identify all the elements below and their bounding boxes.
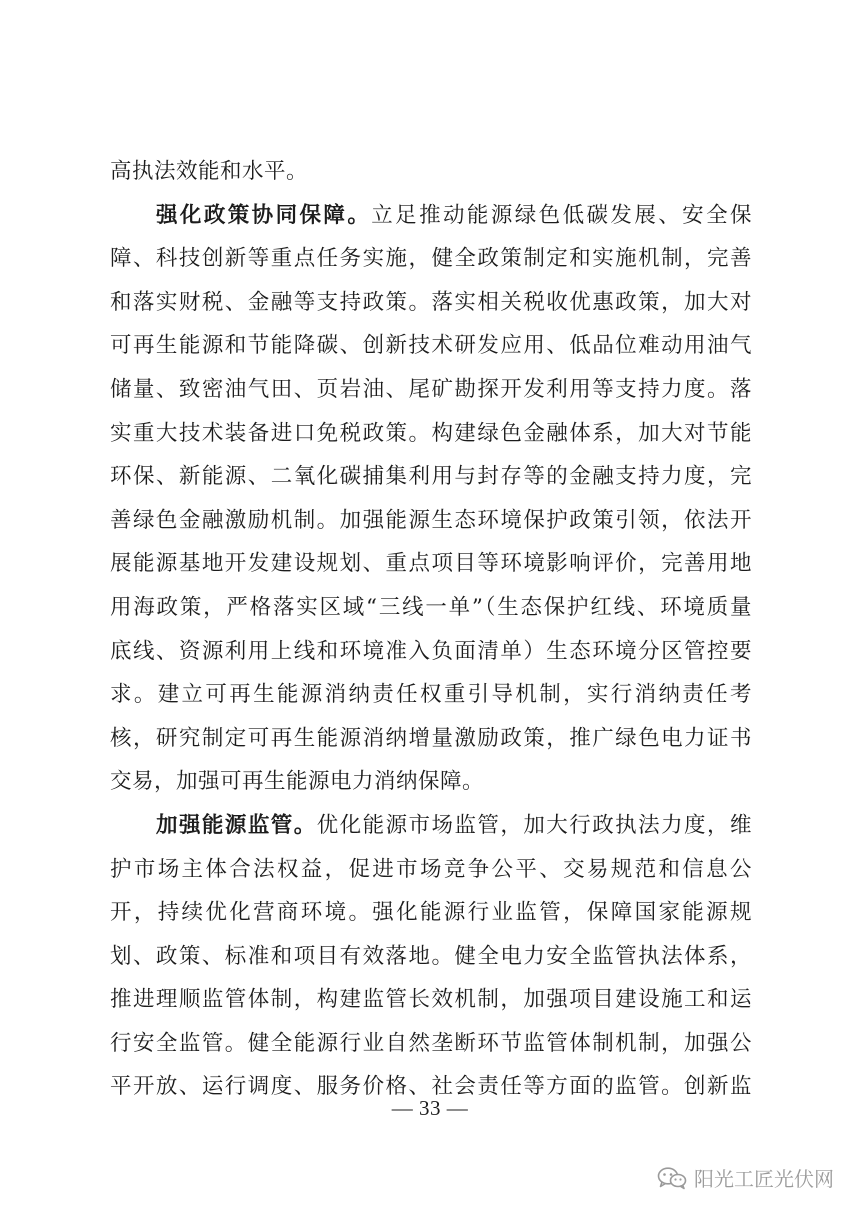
- watermark-text: 阳光工匠光伏网: [694, 1167, 834, 1191]
- text-span: 优化能源市场监管，加大行政执法力度，维: [316, 812, 752, 838]
- text-line: 和落实财税、金融等支持政策。落实相关税收优惠政策，加大对: [110, 289, 752, 315]
- paragraph-regulation-first-line: [110, 804, 752, 848]
- text-line: 高执法效能和水平。: [110, 159, 309, 184]
- text-line: 用海政策，严格落实区域“三线一单”（生态保护红线、环境质量: [110, 594, 752, 620]
- text-line: 储量、致密油气田、页岩油、尾矿勘探开发利用等支持力度。落: [110, 376, 752, 402]
- text-line: 交易，加强可再生能源电力消纳保障。: [110, 769, 485, 795]
- section-heading-policy: 强化政策协同保障。: [156, 202, 372, 228]
- section-heading-regulation: 加强能源监管。: [156, 812, 317, 838]
- text-line: 求。建立可再生能源消纳责任权重引导机制，实行消纳责任考: [110, 682, 752, 708]
- text-line: 善绿色金融激励机制。加强能源生态环境保护政策引领，依法开: [110, 507, 752, 533]
- watermark: [657, 1163, 834, 1192]
- text-line: 行安全监管。健全能源行业自然垄断环节监管体制机制，加强公: [110, 1030, 752, 1056]
- text-line: 核，研究制定可再生能源消纳增量激励政策，推广绿色电力证书: [110, 725, 752, 751]
- text-line: 底线、资源利用上线和环境准入负面清单）生态环境分区管控要: [110, 638, 752, 664]
- text-span: 立足推动能源绿色低碳发展、安全保: [371, 202, 752, 228]
- text-line: 可再生能源和节能降碳、创新技术研发应用、低品位难动用油气: [110, 333, 752, 359]
- text-line: 展能源基地开发建设规划、重点项目等环境影响评价，完善用地: [110, 551, 752, 577]
- page-number: — 33 —: [391, 1096, 469, 1120]
- text-line: 划、政策、标准和项目有效落地。健全电力安全监管执法体系，: [110, 943, 752, 969]
- wechat-icon: [657, 1166, 687, 1190]
- text-line: 开，持续优化营商环境。强化能源行业监管，保障国家能源规: [110, 900, 752, 926]
- text-line: 环保、新能源、二氧化碳捕集利用与封存等的金融支持力度，完: [110, 464, 752, 490]
- text-line: 平开放、运行调度、服务价格、社会责任等方面的监管。创新监: [110, 1074, 752, 1100]
- paragraph-policy-first-line: [110, 194, 752, 238]
- text-line: 障、科技创新等重点任务实施，健全政策制定和实施机制，完善: [110, 246, 752, 272]
- text-line: 护市场主体合法权益，促进市场竞争公平、交易规范和信息公: [110, 856, 752, 882]
- body-text: [110, 150, 752, 1109]
- text-line: 推进理顺监管体制，构建监管长效机制，加强项目建设施工和运: [110, 987, 752, 1013]
- text-line: 实重大技术装备进口免税政策。构建绿色金融体系，加大对节能: [110, 420, 752, 446]
